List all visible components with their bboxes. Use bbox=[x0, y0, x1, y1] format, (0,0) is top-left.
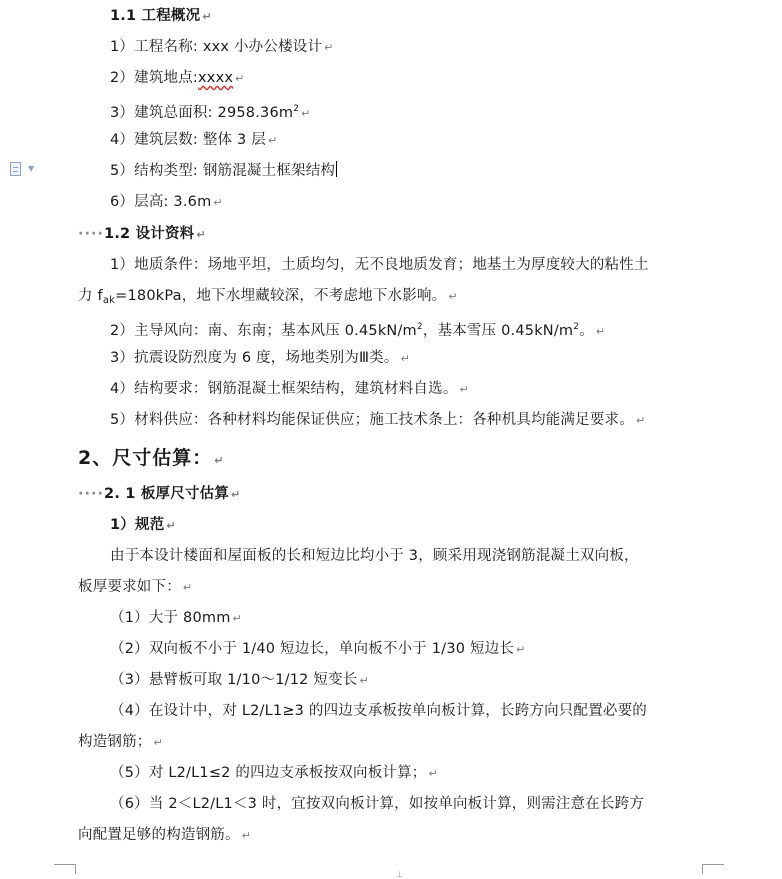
item-structure-type[interactable]: 5）结构类型: 钢筋混凝土框架结构 bbox=[110, 163, 336, 179]
para-seismic: 3）抗震设防烈度为 6 度，场地类别为Ⅲ类。 ↵ bbox=[110, 350, 410, 366]
item-area: 3）建筑总面积: $2958.36m^2$ ↵ bbox=[110, 104, 311, 121]
req-4-line1: （4）在设计中，对 L2/L1≥3 的四边支承板按单向板计算，长跨方向只配置必要的 bbox=[110, 703, 648, 719]
heading-2: 2、尺寸估算： ↵ bbox=[78, 447, 225, 469]
req-2: （2）双向板不小于 1/40 短边长，单向板不小于 1/30 短边长 ↵ bbox=[110, 641, 526, 657]
para-structure-req: 4）结构要求：钢筋混凝土框架结构，建筑材料自选。 ↵ bbox=[110, 381, 469, 397]
para-geology-line1: 1）地质条件：场地平坦，土质均匀，无不良地质发育；地基土为厚度较大的粘性土 bbox=[110, 257, 649, 273]
req-6-line2: 向配置足够的构造钢筋。 ↵ bbox=[78, 827, 252, 843]
req-6-line1: （6）当 2＜L2/L1＜3 时，宜按双向板计算，如按单向板计算，则需注意在长跨方 bbox=[110, 796, 645, 812]
heading-1-2: ····1.2 设计资料 ↵ bbox=[78, 226, 206, 242]
para-material: 5）材料供应：各种材料均能保证供应；施工技术条上：各种机具均能满足要求。 ↵ bbox=[110, 412, 646, 428]
paragraph-format-icon[interactable] bbox=[10, 162, 21, 176]
item-floor-height: 6）层高: 3.6m ↵ bbox=[110, 194, 223, 210]
req-4-line2: 构造钢筋； ↵ bbox=[78, 734, 163, 750]
item-project-name: 1）工程名称: xxx 小办公楼设计 ↵ bbox=[110, 39, 334, 55]
text-cursor bbox=[336, 161, 337, 177]
para-slab-line2: 板厚要求如下： ↵ bbox=[78, 579, 193, 595]
spellcheck-word: xxxx bbox=[198, 70, 234, 86]
req-1: （1）大于 80mm ↵ bbox=[110, 610, 242, 626]
page-break-marker: ⊥ bbox=[396, 870, 403, 879]
page-margin-corner-left bbox=[54, 864, 76, 874]
para-geology-line2: 力 $f_{ak}=180kPa$，地下水埋藏较深，不考虑地下水影响。 ↵ bbox=[78, 288, 458, 306]
req-5: （5）对 L2/L1≤2 的四边支承板按双向板计算； ↵ bbox=[110, 765, 438, 781]
para-wind: 2）主导风向：南、东南；基本风压 $0.45kN/m^2$，基本雪压 $0.45kN/m^2$。 ↵ bbox=[110, 322, 606, 339]
dropdown-caret-icon[interactable]: ▼ bbox=[28, 164, 35, 173]
item-location: 2）建筑地点:xxxx ↵ bbox=[110, 70, 245, 86]
req-3: （3）悬臂板可取 1/10～1/12 短变长 ↵ bbox=[110, 672, 369, 688]
heading-spec: 1）规范 ↵ bbox=[110, 517, 176, 533]
heading-1-1: 1.1 工程概况 ↵ bbox=[110, 8, 212, 24]
page-margin-corner-right bbox=[702, 864, 724, 874]
heading-2-1: ····2. 1 板厚尺寸估算 ↵ bbox=[78, 486, 241, 502]
para-slab-line1: 由于本设计楼面和屋面板的长和短边比均小于 3，顾采用现浇钢筋混凝土双向板， bbox=[110, 548, 639, 564]
item-floors: 4）建筑层数: 整体 3 层 ↵ bbox=[110, 132, 278, 148]
